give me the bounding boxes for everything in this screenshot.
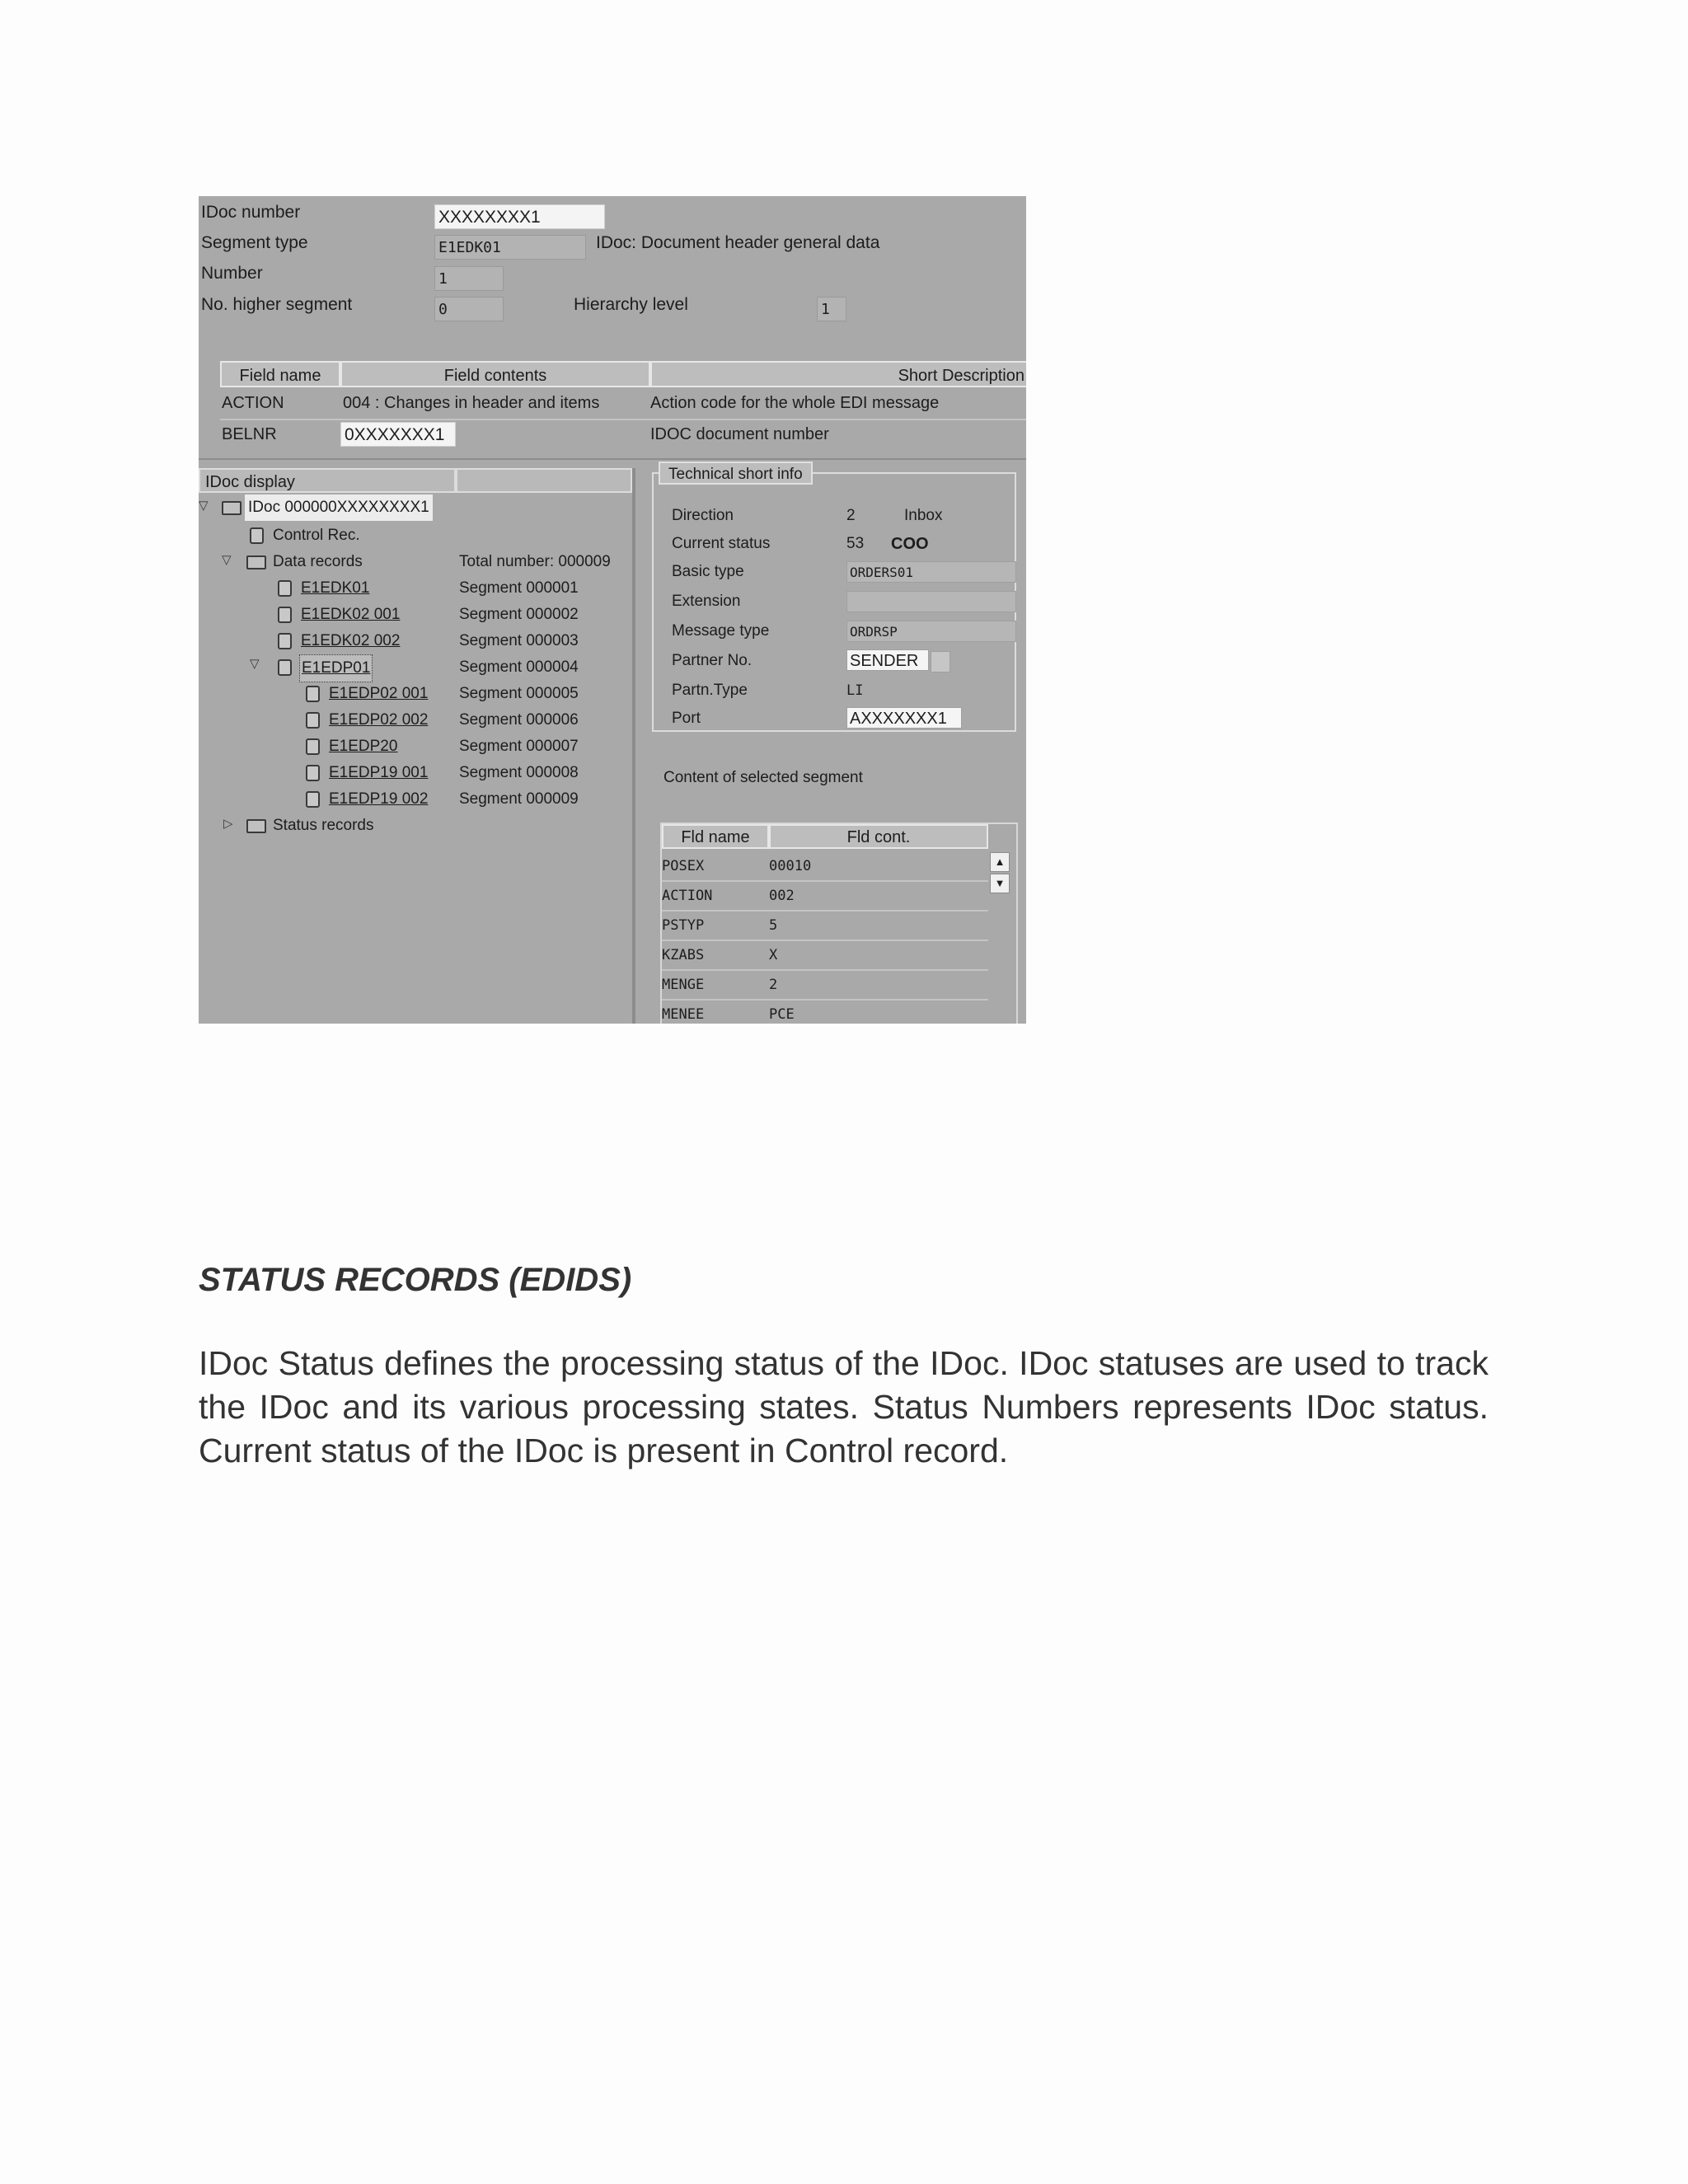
body-paragraph: IDoc Status defines the processing status of the IDoc. IDoc statuses are used to track the IDoc and its various processing states. Status Numbers represents IDoc status. Current status of the IDoc is present in Control record. bbox=[199, 1344, 1489, 1469]
col-header-fld-name[interactable]: Fld name bbox=[662, 824, 769, 849]
document-icon bbox=[278, 659, 292, 676]
document-icon bbox=[306, 738, 320, 755]
field-description-cell: Action code for the whole EDI message bbox=[650, 394, 940, 412]
direction-value: 2 bbox=[846, 507, 856, 524]
port-label: Port bbox=[672, 710, 701, 727]
extension-label: Extension bbox=[672, 593, 741, 610]
current-status-label: Current status bbox=[672, 535, 771, 552]
expand-arrow-icon[interactable]: ▽ bbox=[250, 657, 260, 671]
partn-type-label: Partn.Type bbox=[672, 682, 748, 699]
document-icon bbox=[306, 765, 320, 781]
partner-no-label: Partner No. bbox=[672, 652, 753, 669]
pane-splitter[interactable] bbox=[632, 468, 635, 1024]
basic-type-label: Basic type bbox=[672, 563, 744, 580]
tree-control-record[interactable]: Control Rec. bbox=[273, 527, 360, 544]
partner-no-field[interactable]: SENDER bbox=[846, 649, 929, 671]
seg-field-value[interactable]: X bbox=[769, 947, 778, 963]
seg-field-name: MENEE bbox=[662, 1006, 705, 1023]
document-icon bbox=[306, 791, 320, 808]
col-header-short-description[interactable]: Short Description bbox=[650, 361, 1026, 387]
basic-type-field[interactable]: ORDERS01 bbox=[846, 561, 1016, 583]
segment-number-text: Segment 000002 bbox=[459, 606, 579, 623]
segment-number-text: Segment 000008 bbox=[459, 764, 579, 781]
seg-field-name: POSEX bbox=[662, 858, 705, 874]
tree-segment-e1edp20[interactable]: E1EDP20 bbox=[329, 738, 398, 755]
segment-number-text: Segment 000009 bbox=[459, 790, 579, 808]
direction-text: Inbox bbox=[904, 507, 943, 524]
tree-segment-e1edk02-002[interactable]: E1EDK02 002 bbox=[301, 632, 401, 649]
tree-data-records[interactable]: Data records bbox=[273, 553, 363, 570]
segment-content-title: Content of selected segment bbox=[663, 769, 863, 786]
status-traffic-light-icon: COO bbox=[891, 535, 929, 553]
tree-root-idoc[interactable]: IDoc 000000XXXXXXXX1 bbox=[245, 494, 433, 521]
number-label: Number bbox=[201, 264, 263, 283]
message-type-field[interactable]: ORDRSP bbox=[846, 621, 1016, 642]
partn-type-value: LI bbox=[846, 682, 864, 699]
idoc-display-header-col2 bbox=[456, 468, 632, 493]
tree-segment-e1edp01-selected[interactable]: E1EDP01 bbox=[299, 654, 373, 682]
message-type-label: Message type bbox=[672, 622, 770, 640]
document-icon bbox=[278, 607, 292, 623]
collapse-arrow-icon[interactable]: ▷ bbox=[223, 817, 233, 831]
seg-field-name: KZABS bbox=[662, 947, 705, 963]
document-icon bbox=[250, 527, 264, 544]
seg-field-value[interactable]: PCE bbox=[769, 1006, 795, 1023]
expand-arrow-icon[interactable]: ▽ bbox=[222, 553, 232, 567]
document-icon bbox=[306, 686, 320, 702]
hierarchy-level-field[interactable]: 1 bbox=[817, 297, 846, 321]
direction-label: Direction bbox=[672, 507, 734, 524]
higher-segment-field[interactable]: 0 bbox=[434, 297, 504, 321]
partner-search-help-icon[interactable] bbox=[931, 651, 950, 673]
document-icon bbox=[278, 633, 292, 649]
segment-number-text: Segment 000004 bbox=[459, 658, 579, 676]
seg-field-name: ACTION bbox=[662, 888, 713, 904]
tree-segment-e1edp19-001[interactable]: E1EDP19 001 bbox=[329, 764, 429, 781]
folder-open-icon bbox=[222, 501, 241, 515]
seg-field-value[interactable]: 5 bbox=[769, 917, 778, 934]
tree-segment-e1edp19-002[interactable]: E1EDP19 002 bbox=[329, 790, 429, 808]
col-header-field-name[interactable]: Field name bbox=[220, 361, 340, 387]
hierarchy-level-label: Hierarchy level bbox=[574, 295, 688, 314]
section-heading: STATUS RECORDS (EDIDS) bbox=[199, 1262, 632, 1298]
idoc-screenshot bbox=[199, 196, 1026, 1024]
tree-segment-e1edk01[interactable]: E1EDK01 bbox=[301, 579, 370, 597]
segment-number-text: Segment 000003 bbox=[459, 632, 579, 649]
segment-type-description: IDoc: Document header general data bbox=[596, 233, 880, 252]
segment-content-table bbox=[660, 823, 1018, 1024]
segment-number-text: Segment 000006 bbox=[459, 711, 579, 729]
tree-status-records[interactable]: Status records bbox=[273, 817, 374, 834]
current-status-value: 53 bbox=[846, 535, 865, 552]
seg-field-value[interactable]: 002 bbox=[769, 888, 795, 904]
folder-closed-icon bbox=[246, 819, 266, 833]
row-divider bbox=[662, 940, 988, 941]
col-header-fld-cont[interactable]: Fld cont. bbox=[769, 824, 988, 849]
extension-field[interactable] bbox=[846, 591, 1016, 612]
folder-open-icon bbox=[246, 555, 266, 569]
segment-number-text: Segment 000007 bbox=[459, 738, 579, 755]
scroll-up-icon[interactable]: ▲ bbox=[990, 852, 1010, 872]
segment-type-label: Segment type bbox=[201, 233, 308, 252]
seg-field-name: MENGE bbox=[662, 977, 705, 993]
expand-arrow-icon[interactable]: ▽ bbox=[199, 499, 209, 513]
row-divider bbox=[662, 910, 988, 912]
idoc-number-label: IDoc number bbox=[201, 203, 301, 222]
scroll-down-icon[interactable]: ▼ bbox=[990, 874, 1010, 893]
idoc-number-field[interactable]: XXXXXXXX1 bbox=[434, 204, 605, 229]
higher-segment-label: No. higher segment bbox=[201, 295, 353, 314]
row-divider bbox=[662, 999, 988, 1001]
port-field[interactable]: AXXXXXXX1 bbox=[846, 707, 962, 729]
field-contents-cell[interactable]: 004 : Changes in header and items bbox=[343, 394, 600, 412]
segment-number-text: Segment 000005 bbox=[459, 685, 579, 702]
document-icon bbox=[306, 712, 320, 729]
field-description-cell: IDOC document number bbox=[650, 425, 829, 443]
total-number-text: Total number: 000009 bbox=[459, 553, 611, 570]
document-icon bbox=[278, 580, 292, 597]
seg-field-name: PSTYP bbox=[662, 917, 705, 934]
seg-field-value[interactable]: 00010 bbox=[769, 858, 812, 874]
section-divider bbox=[199, 458, 1026, 460]
tree-segment-e1edp02-001[interactable]: E1EDP02 001 bbox=[329, 685, 429, 702]
row-divider bbox=[220, 419, 1026, 420]
tree-segment-e1edk02-001[interactable]: E1EDK02 001 bbox=[301, 606, 401, 623]
number-field[interactable]: 1 bbox=[434, 266, 504, 291]
segment-type-field[interactable]: E1EDK01 bbox=[434, 235, 586, 260]
field-name-cell: ACTION bbox=[222, 394, 284, 412]
field-contents-input[interactable]: 0XXXXXXX1 bbox=[340, 422, 456, 447]
tree-segment-e1edp02-002[interactable]: E1EDP02 002 bbox=[329, 711, 429, 729]
seg-field-value[interactable]: 2 bbox=[769, 977, 778, 993]
idoc-display-header: IDoc display bbox=[199, 468, 456, 493]
row-divider bbox=[662, 969, 988, 971]
technical-info-tab[interactable]: Technical short info bbox=[659, 462, 813, 485]
field-name-cell: BELNR bbox=[222, 425, 277, 443]
col-header-field-contents[interactable]: Field contents bbox=[340, 361, 650, 387]
segment-number-text: Segment 000001 bbox=[459, 579, 579, 597]
